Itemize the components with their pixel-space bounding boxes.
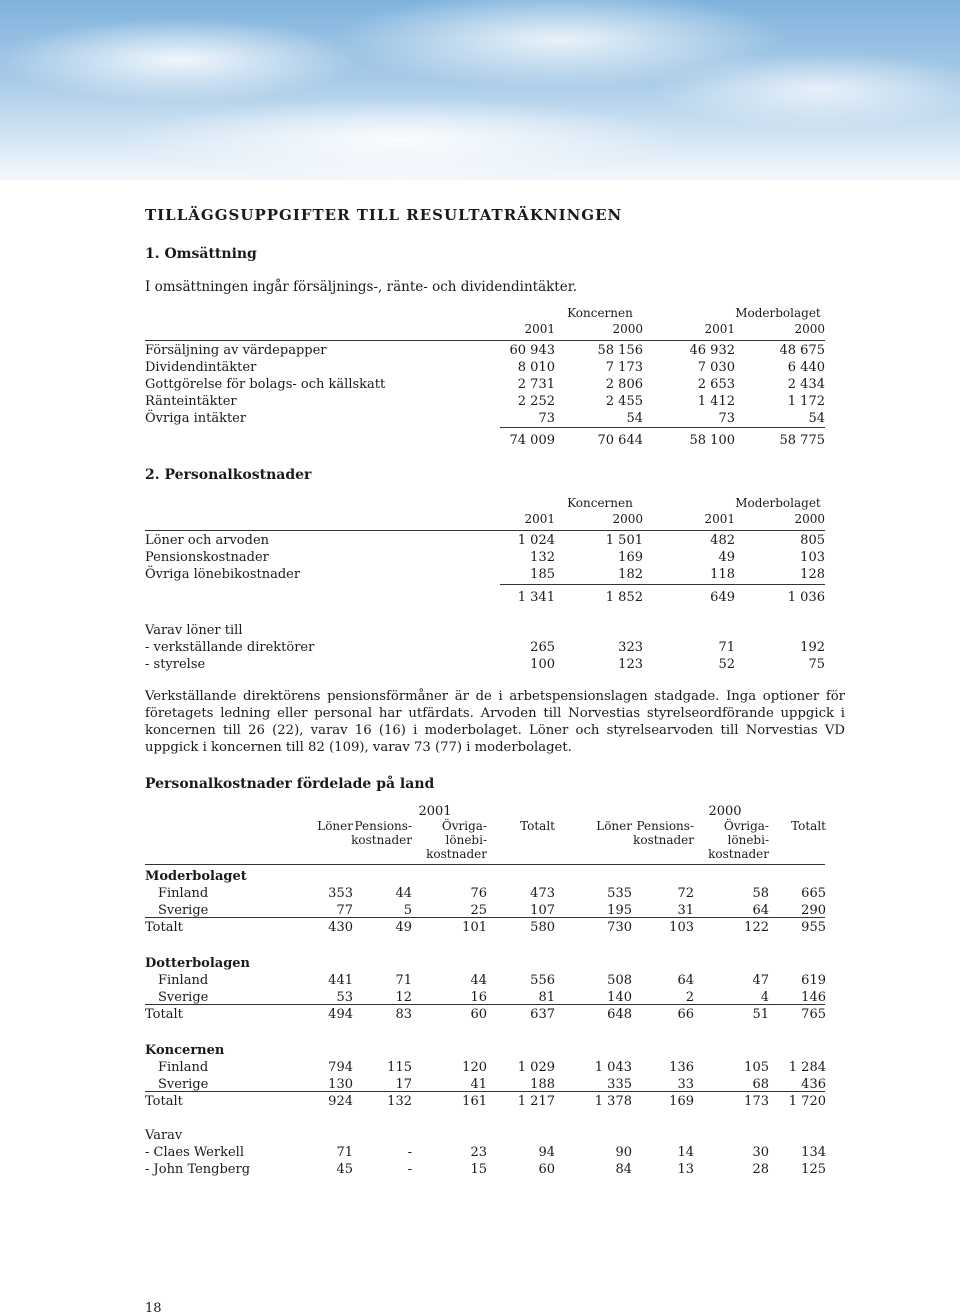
section-heading-personalkostnader: 2. Personalkostnader <box>145 467 312 483</box>
cell-value: 53 <box>336 990 353 1005</box>
cell-value: 60 943 <box>509 343 555 358</box>
total-value: 74 009 <box>509 433 555 448</box>
total-value: 58 100 <box>689 433 735 448</box>
section-heading-omsattning: 1. Omsättning <box>145 246 257 262</box>
cell-value: 619 <box>801 973 826 988</box>
cell-value: - <box>407 1162 412 1177</box>
year-header-2000: 2000 <box>708 804 742 819</box>
cell-value: 169 <box>618 550 643 565</box>
total-rule <box>500 427 825 428</box>
cell-value: 665 <box>801 886 826 901</box>
col-header-ovriga: lönebi- <box>445 833 487 847</box>
cell-value: 637 <box>530 1007 555 1022</box>
cell-value: 101 <box>462 920 487 935</box>
cell-value: 1 024 <box>517 533 555 548</box>
cell-value: 84 <box>615 1162 632 1177</box>
header-rule <box>145 340 825 341</box>
cell-value: 16 <box>470 990 487 1005</box>
subtotal-rule <box>145 917 825 918</box>
cell-value: 103 <box>800 550 825 565</box>
cell-value: - <box>407 1145 412 1160</box>
cell-value: 72 <box>677 886 694 901</box>
cell-value: 77 <box>336 903 353 918</box>
cell-value: 765 <box>801 1007 826 1022</box>
cell-value: 64 <box>752 903 769 918</box>
col-header-totalt: Totalt <box>520 819 555 833</box>
year-header: 2000 <box>612 512 643 526</box>
cell-value: 169 <box>669 1094 694 1109</box>
cell-value: 2 653 <box>697 377 735 392</box>
cell-value: 105 <box>744 1060 769 1075</box>
cell-value: 15 <box>470 1162 487 1177</box>
row-label: Sverige <box>158 990 209 1005</box>
cell-value: 130 <box>328 1077 353 1092</box>
cell-value: 535 <box>607 886 632 901</box>
subtotal-rule <box>145 1004 825 1005</box>
col-header-ovriga: lönebi- <box>727 833 769 847</box>
cell-value: 1 412 <box>697 394 735 409</box>
cell-value: 44 <box>395 886 412 901</box>
cell-value: 44 <box>470 973 487 988</box>
cell-value: 5 <box>403 903 412 918</box>
cell-value: 75 <box>808 657 825 672</box>
cell-value: 1 217 <box>517 1094 555 1109</box>
cell-value: 23 <box>470 1145 487 1160</box>
cell-value: 430 <box>328 920 353 935</box>
page-title: TILLÄGGSUPPGIFTER TILL RESULTATRÄKNINGEN <box>145 206 623 224</box>
cell-value: 60 <box>470 1007 487 1022</box>
cell-value: 73 <box>718 411 735 426</box>
col-header-pensionskostnader: Pensions- <box>354 819 412 833</box>
row-label: - Claes Werkell <box>145 1145 244 1160</box>
page-number: 18 <box>145 1301 162 1316</box>
cell-value: 118 <box>710 567 735 582</box>
row-label: Övriga intäkter <box>145 411 247 426</box>
cell-value: 161 <box>462 1094 487 1109</box>
row-label: Övriga lönebikostnader <box>145 567 301 582</box>
total-value: 1 852 <box>605 590 643 605</box>
header-rule <box>145 864 825 865</box>
group-header-moderbolaget: Moderbolaget <box>735 306 821 320</box>
row-label: - styrelse <box>145 657 206 672</box>
varav-label: Varav löner till <box>145 623 243 638</box>
cell-value: 31 <box>677 903 694 918</box>
cell-value: 47 <box>752 973 769 988</box>
cell-value: 45 <box>336 1162 353 1177</box>
cell-value: 7 173 <box>605 360 643 375</box>
cell-value: 1 029 <box>517 1060 555 1075</box>
cell-value: 2 252 <box>517 394 555 409</box>
row-label: Finland <box>158 1060 209 1075</box>
cell-value: 49 <box>718 550 735 565</box>
col-header-pensionskostnader: Pensions- <box>636 819 694 833</box>
year-header: 2001 <box>524 322 555 336</box>
cell-value: 2 434 <box>787 377 825 392</box>
cell-value: 115 <box>387 1060 412 1075</box>
header-rule <box>145 530 825 531</box>
cell-value: 14 <box>677 1145 694 1160</box>
cell-value: 134 <box>801 1145 826 1160</box>
row-label: Totalt <box>145 1007 183 1022</box>
cell-value: 73 <box>538 411 555 426</box>
year-header: 2000 <box>794 512 825 526</box>
cell-value: 30 <box>752 1145 769 1160</box>
section-intro: I omsättningen ingår försäljnings-, ränte- och dividendintäkter. <box>145 279 577 295</box>
cell-value: 76 <box>470 886 487 901</box>
cell-value: 1 172 <box>787 394 825 409</box>
cell-value: 2 <box>685 990 694 1005</box>
cell-value: 125 <box>801 1162 826 1177</box>
total-value: 1 341 <box>517 590 555 605</box>
cell-value: 71 <box>718 640 735 655</box>
cell-value: 107 <box>530 903 555 918</box>
cell-value: 1 720 <box>788 1094 826 1109</box>
personalkostnader-note: Verkställande direktörens pensionsförmåner är de i arbetspensionslagen stadgade. Inga optioner för företagets ledning eller personal har utfärdats. Arvoden till Norvestias styrelseordförande uppgick i koncernen till 26 (22), varav 16 (16) i moderbolaget. Löner och styrelsearvoden till Norvestias VD uppgick i koncernen till 82 (109), varav 73 (77) i moderbolaget. <box>145 689 845 755</box>
cell-value: 290 <box>801 903 826 918</box>
cell-value: 12 <box>395 990 412 1005</box>
cell-value: 4 <box>760 990 769 1005</box>
cell-value: 83 <box>395 1007 412 1022</box>
year-header-2001: 2001 <box>418 804 452 819</box>
group-header-moderbolaget: Moderbolaget <box>735 496 821 510</box>
cell-value: 51 <box>752 1007 769 1022</box>
year-header: 2001 <box>704 512 735 526</box>
cell-value: 48 675 <box>779 343 825 358</box>
cell-value: 71 <box>395 973 412 988</box>
cell-value: 60 <box>538 1162 555 1177</box>
total-value: 70 644 <box>597 433 643 448</box>
cell-value: 81 <box>538 990 555 1005</box>
cell-value: 473 <box>530 886 555 901</box>
cell-value: 188 <box>530 1077 555 1092</box>
cell-value: 71 <box>336 1145 353 1160</box>
row-label: - John Tengberg <box>145 1162 251 1177</box>
row-label: Dividendintäkter <box>145 360 257 375</box>
cell-value: 508 <box>607 973 632 988</box>
cell-value: 2 455 <box>605 394 643 409</box>
cell-value: 924 <box>328 1094 353 1109</box>
cell-value: 2 731 <box>517 377 555 392</box>
cell-value: 64 <box>677 973 694 988</box>
total-rule <box>500 584 825 585</box>
cell-value: 182 <box>618 567 643 582</box>
cell-value: 580 <box>530 920 555 935</box>
total-value: 1 036 <box>787 590 825 605</box>
cell-value: 52 <box>718 657 735 672</box>
cell-value: 94 <box>538 1145 555 1160</box>
cell-value: 482 <box>710 533 735 548</box>
cell-value: 66 <box>677 1007 694 1022</box>
row-label: Sverige <box>158 1077 209 1092</box>
cell-value: 136 <box>669 1060 694 1075</box>
cell-value: 730 <box>607 920 632 935</box>
cell-value: 805 <box>800 533 825 548</box>
cell-value: 103 <box>669 920 694 935</box>
cell-value: 794 <box>328 1060 353 1075</box>
col-header-totalt: Totalt <box>791 819 826 833</box>
cell-value: 33 <box>677 1077 694 1092</box>
cell-value: 1 043 <box>594 1060 632 1075</box>
section-heading-per-land: Personalkostnader fördelade på land <box>145 776 435 792</box>
cell-value: 323 <box>618 640 643 655</box>
block-title: Moderbolaget <box>145 869 247 884</box>
year-header: 2001 <box>524 512 555 526</box>
row-label: Ränteintäkter <box>145 394 237 409</box>
cell-value: 1 378 <box>594 1094 632 1109</box>
cell-value: 140 <box>607 990 632 1005</box>
cell-value: 17 <box>395 1077 412 1092</box>
col-header-ovriga: kostnader <box>708 847 769 861</box>
col-header-pensionskostnader: kostnader <box>633 833 694 847</box>
col-header-ovriga: kostnader <box>426 847 487 861</box>
row-label: Totalt <box>145 1094 183 1109</box>
cell-value: 41 <box>470 1077 487 1092</box>
cell-value: 58 156 <box>597 343 643 358</box>
cell-value: 58 <box>752 886 769 901</box>
cell-value: 54 <box>808 411 825 426</box>
cell-value: 132 <box>387 1094 412 1109</box>
row-label: Finland <box>158 973 209 988</box>
row-label: Löner och arvoden <box>145 533 270 548</box>
varav-title: Varav <box>145 1128 183 1143</box>
cell-value: 122 <box>744 920 769 935</box>
col-header-loner: Löner <box>596 819 632 833</box>
cell-value: 494 <box>328 1007 353 1022</box>
cell-value: 7 030 <box>697 360 735 375</box>
cell-value: 90 <box>615 1145 632 1160</box>
cell-value: 68 <box>752 1077 769 1092</box>
year-header: 2001 <box>704 322 735 336</box>
cell-value: 120 <box>462 1060 487 1075</box>
group-header-koncernen: Koncernen <box>567 496 633 510</box>
cell-value: 46 932 <box>689 343 735 358</box>
year-header: 2000 <box>612 322 643 336</box>
row-label: Finland <box>158 886 209 901</box>
col-header-ovriga: Övriga- <box>441 819 487 833</box>
cell-value: 192 <box>800 640 825 655</box>
cell-value: 54 <box>626 411 643 426</box>
cell-value: 6 440 <box>787 360 825 375</box>
row-label: Gottgörelse för bolags- och källskatt <box>145 377 386 392</box>
cell-value: 556 <box>530 973 555 988</box>
header-sky-image <box>0 0 960 180</box>
cell-value: 28 <box>752 1162 769 1177</box>
row-label: Totalt <box>145 920 183 935</box>
year-header: 2000 <box>794 322 825 336</box>
cell-value: 173 <box>744 1094 769 1109</box>
cell-value: 185 <box>530 567 555 582</box>
cell-value: 100 <box>530 657 555 672</box>
cell-value: 128 <box>800 567 825 582</box>
block-title: Koncernen <box>145 1043 225 1058</box>
cell-value: 25 <box>470 903 487 918</box>
group-header-koncernen: Koncernen <box>567 306 633 320</box>
cell-value: 441 <box>328 973 353 988</box>
cell-value: 49 <box>395 920 412 935</box>
cell-value: 2 806 <box>605 377 643 392</box>
cell-value: 195 <box>607 903 632 918</box>
cell-value: 132 <box>530 550 555 565</box>
row-label: Sverige <box>158 903 209 918</box>
cell-value: 13 <box>677 1162 694 1177</box>
cell-value: 1 501 <box>605 533 643 548</box>
cell-value: 8 010 <box>517 360 555 375</box>
cell-value: 353 <box>328 886 353 901</box>
cell-value: 146 <box>801 990 826 1005</box>
block-title: Dotterbolagen <box>145 956 251 971</box>
cell-value: 436 <box>801 1077 826 1092</box>
total-value: 58 775 <box>779 433 825 448</box>
col-header-pensionskostnader: kostnader <box>351 833 412 847</box>
cell-value: 648 <box>607 1007 632 1022</box>
total-value: 649 <box>710 590 735 605</box>
col-header-ovriga: Övriga- <box>723 819 769 833</box>
cell-value: 335 <box>607 1077 632 1092</box>
cell-value: 265 <box>530 640 555 655</box>
cell-value: 123 <box>618 657 643 672</box>
cell-value: 1 284 <box>788 1060 826 1075</box>
row-label: Försäljning av värdepapper <box>145 343 327 358</box>
cell-value: 955 <box>801 920 826 935</box>
row-label: - verkställande direktörer <box>145 640 315 655</box>
row-label: Pensionskostnader <box>145 550 269 565</box>
subtotal-rule <box>145 1091 825 1092</box>
col-header-loner: Löner <box>317 819 353 833</box>
